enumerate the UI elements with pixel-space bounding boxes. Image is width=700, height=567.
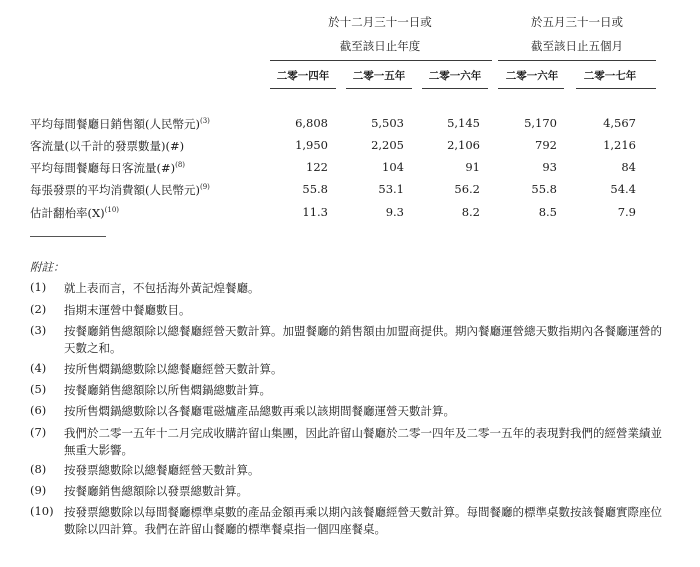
row-label-daily-traffic: 平均每間餐廳每日客流量(#)$^{(8)}$: [30, 161, 186, 175]
notes-heading: 附註：: [30, 260, 65, 274]
note-text-4: 按所售燜鍋總數除以總餐廳經營天數計算。: [64, 362, 283, 376]
cell-avg-spend-2016b: 55.8: [531, 182, 557, 196]
cell-turnover-2014: 11.3: [302, 205, 328, 219]
year-rule-2015: [346, 88, 412, 89]
group2-header-line1: 於五月三十一日或: [531, 15, 623, 29]
row-label-customer-traffic: 客流量(以千計的發票數量)(#): [30, 139, 185, 153]
cell-turnover-2016a: 8.2: [461, 205, 480, 219]
cell-traffic-2016a: 2,106: [447, 138, 480, 152]
cell-turnover-2017: 7.9: [617, 205, 636, 219]
cell-avg-spend-2016a: 56.2: [454, 182, 480, 196]
cell-daily-traffic-2016b: 93: [542, 160, 557, 174]
cell-avg-spend-2014: 55.8: [302, 182, 328, 196]
year-header-2015: 二零一五年: [352, 70, 406, 82]
year-rule-2016-a: [422, 88, 488, 89]
cell-traffic-2017: 1,216: [603, 138, 636, 152]
note-number-9: (9): [30, 483, 47, 497]
note-text-7: 我們於二零一五年十二月完成收購許留山集團，因此許留山餐廳於二零一四年及二零一五年的表現對我們的經營業績並無重大影響。: [64, 426, 662, 457]
cell-daily-traffic-2015: 104: [382, 160, 404, 174]
year-header-2017: 二零一七年: [583, 70, 637, 82]
cell-daily-sales-2014: 6,808: [295, 116, 328, 130]
note-number-3: (3): [30, 323, 47, 337]
year-header-2016-a: 二零一六年: [428, 70, 482, 82]
cell-traffic-2015: 2,205: [371, 138, 404, 152]
note-number-5: (5): [30, 382, 47, 396]
cell-daily-sales-2017: 4,567: [603, 116, 636, 130]
year-rule-2017: [576, 88, 656, 89]
note-text-5: 按餐廳銷售總額除以所售燜鍋總數計算。: [64, 383, 271, 397]
group1-header-line1: 於十二月三十一日或: [328, 15, 432, 29]
year-rule-2014: [270, 88, 336, 89]
cell-traffic-2014: 1,950: [295, 138, 328, 152]
note-number-6: (6): [30, 403, 47, 417]
note-text-10: 按發票總數除以每間餐廳標準桌數的產品金額再乘以期內該餐廳經營天數計算。每間餐廳的標準桌數按該餐廳實際座位數除以四計算。我們在許留山餐廳的標準餐桌指一個四座餐桌。: [64, 505, 662, 536]
note-number-4: (4): [30, 361, 47, 375]
note-text-8: 按發票總數除以總餐廳經營天數計算。: [64, 463, 260, 477]
cell-daily-traffic-2016a: 91: [465, 160, 480, 174]
note-number-8: (8): [30, 462, 47, 476]
cell-avg-spend-2015: 53.1: [378, 182, 404, 196]
row-label-avg-spend: 每張發票的平均消費額(人民幣元)$^{(9)}$: [30, 183, 210, 197]
group1-header-rule: [270, 60, 492, 61]
cell-avg-spend-2017: 54.4: [610, 182, 636, 196]
note-number-10: (10): [30, 504, 54, 518]
cell-turnover-2016b: 8.5: [538, 205, 557, 219]
cell-daily-sales-2016a: 5,145: [447, 116, 480, 130]
note-text-9: 按餐廳銷售總額除以發票總數計算。: [64, 484, 248, 498]
year-header-2014: 二零一四年: [276, 70, 330, 82]
row-label-daily-sales: 平均每間餐廳日銷售額(人民幣元)$^{(3)}$: [30, 117, 210, 131]
note-number-2: (2): [30, 302, 47, 316]
note-text-6: 按所售燜鍋總數除以各餐廳電磁爐產品總數再乘以該期間餐廳運營天數計算。: [64, 404, 455, 418]
cell-daily-traffic-2014: 122: [306, 160, 328, 174]
cell-daily-sales-2016b: 5,170: [524, 116, 557, 130]
cell-turnover-2015: 9.3: [385, 205, 404, 219]
note-number-7: (7): [30, 425, 47, 439]
note-number-1: (1): [30, 280, 47, 294]
cell-daily-traffic-2017: 84: [621, 160, 636, 174]
group2-header-rule: [498, 60, 656, 61]
notes-divider: [30, 236, 106, 237]
cell-traffic-2016b: 792: [535, 138, 557, 152]
group2-header-line2: 截至該日止五個月: [531, 39, 623, 53]
year-header-2016-b: 二零一六年: [505, 70, 559, 82]
note-text-2: 指期末運營中餐廳數目。: [64, 303, 191, 317]
note-text-3: 按餐廳銷售總額除以總餐廳經營天數計算。加盟餐廳的銷售額由加盟商提供。期內餐廳運營總天數指期內各餐廳運營的天數之和。: [64, 324, 662, 355]
group1-header-line2: 截至該日止年度: [339, 39, 421, 53]
row-label-turnover-rate: 估計翻枱率$(X)^{(10)}$: [30, 206, 120, 220]
cell-daily-sales-2015: 5,503: [371, 116, 404, 130]
year-rule-2016-b: [498, 88, 564, 89]
note-text-1: 就上表而言，不包括海外黃記煌餐廳。: [64, 281, 260, 295]
